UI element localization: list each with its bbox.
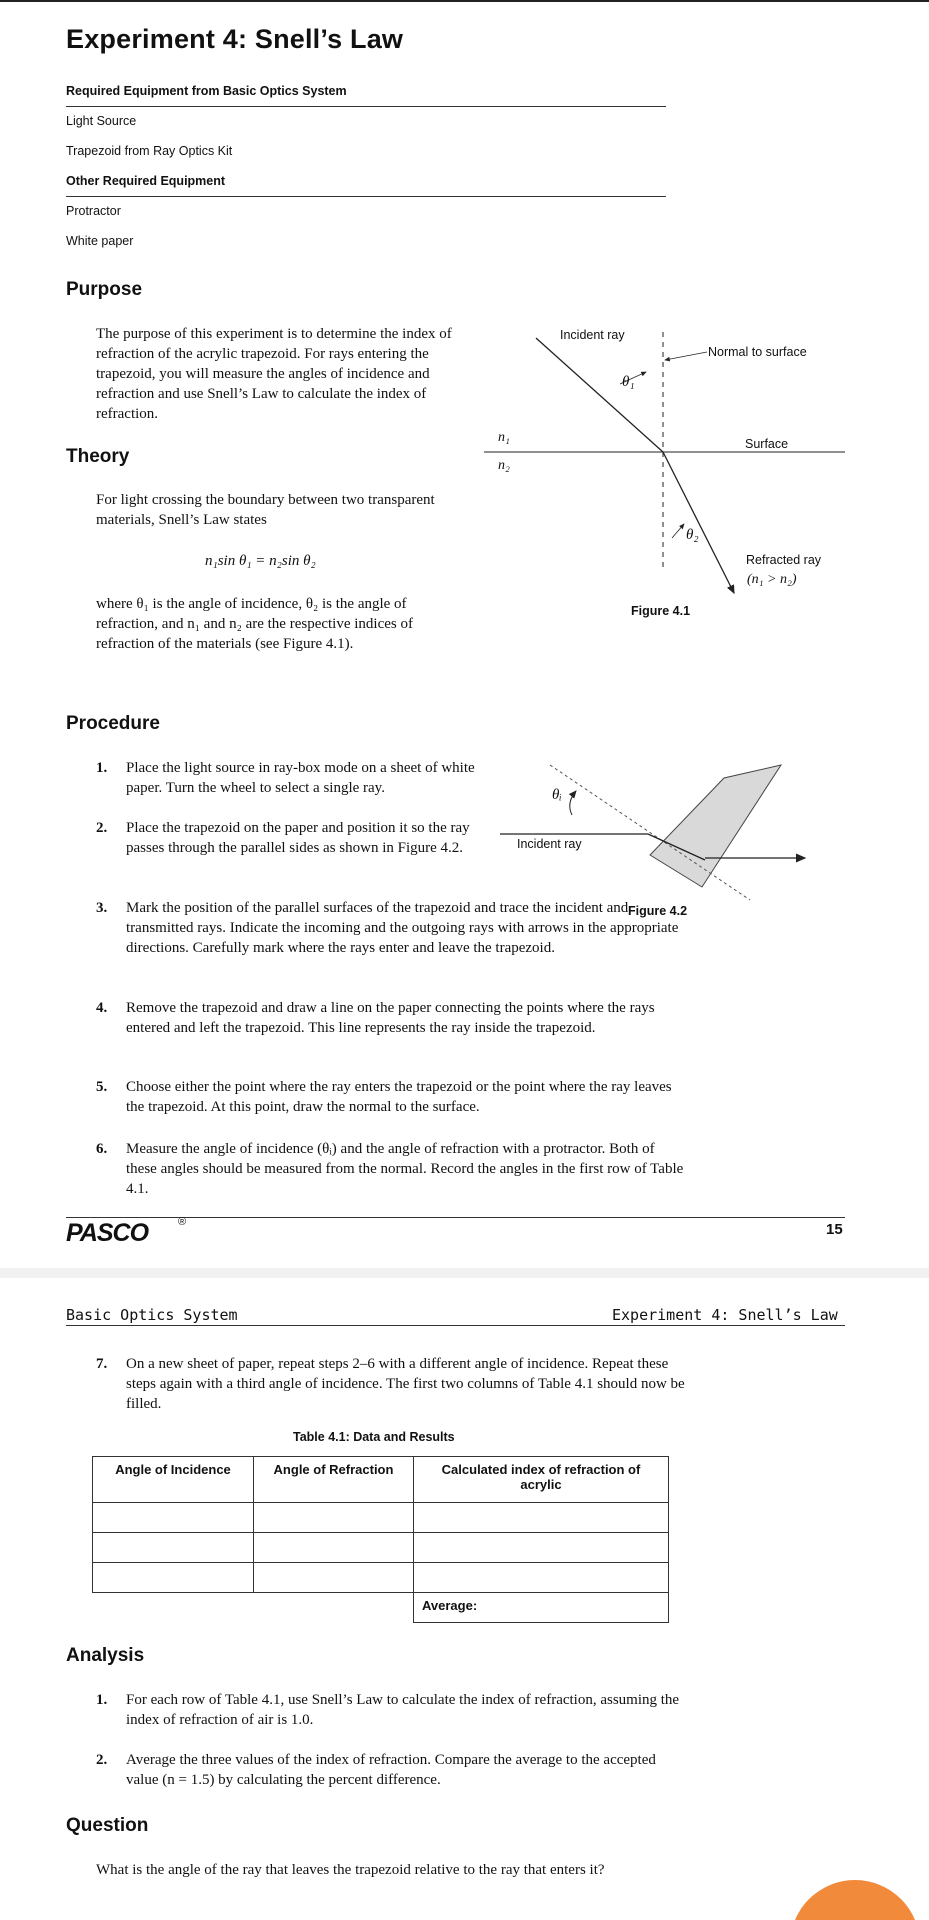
surface-label: Surface	[745, 437, 789, 451]
trapezoid-shape	[650, 765, 781, 887]
table-header-row	[93, 1457, 669, 1503]
equipment-item: Trapezoid from Ray Optics Kit	[66, 144, 233, 158]
table-row	[93, 1563, 669, 1593]
step-text: Remove the trapezoid and draw a line on the paper connecting the points where the rays entered and left the trapezoid. This line represents the ray inside the trapezoid.	[126, 1000, 655, 1036]
other-equipment-heading: Other Required Equipment	[66, 174, 226, 188]
table-caption: Table 4.1: Data and Results	[293, 1430, 455, 1444]
step-number: 6.	[96, 1141, 108, 1157]
table-header-cell: Angle of Refraction	[254, 1457, 414, 1503]
floating-action-circle[interactable]	[790, 1880, 920, 1920]
step-text: Place the light source in ray-box mode on a sheet of white paper. Turn the wheel to select a single ray.	[126, 760, 475, 796]
normal-label: Normal to surface	[708, 345, 807, 359]
step-text: Mark the position of the parallel surfaces of the trapezoid and trace the incident and transmitted rays. Indicate the incoming and the outgoing rays with arrows in the appropriate directions. Carefully mark where the rays enter and leave the trapezoid.	[126, 900, 679, 956]
empty-cell	[93, 1593, 254, 1623]
step-number: 2.	[96, 820, 108, 836]
analysis-heading: Analysis	[66, 1645, 145, 1666]
step-text: Place the trapezoid on the paper and position it so the ray passes through the parallel sides as shown in Figure 4.2.	[126, 820, 470, 856]
step-number: 5.	[96, 1079, 108, 1095]
step-number: 1.	[96, 760, 108, 776]
purpose-heading: Purpose	[66, 279, 143, 300]
table-cell[interactable]	[93, 1563, 254, 1593]
table-header-cell: Calculated index of refraction of acrylic	[414, 1457, 669, 1503]
step-text: Average the three values of the index of refraction. Compare the average to the accepted value (n = 1.5) by calculating the percent difference.	[126, 1752, 656, 1788]
step-number: 2.	[96, 1752, 108, 1768]
running-header-right: Experiment 4: Snell’s Law	[612, 1306, 838, 1324]
refracted-condition-label: (n₁ > n₂)	[747, 572, 797, 587]
figure-4-1-caption: Figure 4.1	[631, 604, 691, 618]
page-title: Experiment 4: Snell’s Law	[66, 24, 404, 54]
theta2-label: θ₂	[686, 527, 699, 543]
pasco-logo: PASCO	[66, 1219, 149, 1247]
average-cell[interactable]: Average:	[414, 1593, 669, 1623]
refracted-ray-label: Refracted ray	[746, 553, 822, 567]
normal-pointer	[665, 352, 707, 360]
procedure-heading: Procedure	[66, 713, 160, 734]
empty-cell	[254, 1593, 414, 1623]
figure-4-2-diagram	[500, 755, 820, 905]
figure-4-2-caption: Figure 4.2	[628, 904, 688, 918]
theta1-label: θ₁	[622, 374, 635, 390]
step-number: 4.	[96, 1000, 108, 1016]
theta2-pointer	[672, 524, 684, 538]
step-number: 1.	[96, 1692, 108, 1708]
incident-ray-label: Incident ray	[560, 328, 625, 342]
n1-label: n₁	[498, 430, 510, 445]
n2-label: n₂	[498, 458, 510, 473]
divider	[66, 106, 666, 107]
table-cell[interactable]	[254, 1563, 414, 1593]
step-text: Measure the angle of incidence (θᵢ) and the angle of refraction with a protractor. Both of these angles should be measured from the normal. Record the angles in the first row of Table 4.1.	[126, 1141, 684, 1197]
step-text: Choose either the point where the ray enters the trapezoid or the point where the ray leaves the trapezoid. At this point, draw the normal to the surface.	[126, 1079, 672, 1115]
equipment-item: White paper	[66, 234, 134, 248]
theta-i-label: θᵢ	[552, 787, 562, 803]
equipment-item: Protractor	[66, 204, 121, 218]
question-heading: Question	[66, 1815, 149, 1836]
table-row	[93, 1533, 669, 1563]
table-cell[interactable]	[414, 1503, 669, 1533]
step-number: 3.	[96, 900, 108, 916]
table-cell[interactable]	[93, 1533, 254, 1563]
table-cell[interactable]	[414, 1563, 669, 1593]
incident-ray-line	[536, 338, 663, 452]
table-average-row	[93, 1593, 669, 1623]
page-gap	[0, 1268, 929, 1278]
step-text: On a new sheet of paper, repeat steps 2–6 with a different angle of incidence. Repeat these steps again with a third angle of incidence. The first two columns of Table 4.1 should now be filled.	[126, 1356, 685, 1412]
data-table	[92, 1456, 669, 1623]
table-header-cell: Angle of Incidence	[93, 1457, 254, 1503]
theory-heading: Theory	[66, 446, 130, 467]
equipment-item: Light Source	[66, 114, 137, 128]
divider	[66, 196, 666, 197]
table-cell[interactable]	[254, 1533, 414, 1563]
theory-intro: For light crossing the boundary between two transparent materials, Snell’s Law states	[96, 492, 435, 528]
angle-arc	[570, 791, 576, 815]
running-header-left: Basic Optics System	[66, 1306, 238, 1324]
required-equipment-heading: Required Equipment from Basic Optics System	[66, 84, 347, 98]
purpose-text: The purpose of this experiment is to determine the index of refraction of the acrylic trapezoid. For rays entering the trapezoid, you will measure the angles of incidence and refraction and use Snell’s Law to calculate the index of refraction.	[96, 326, 452, 422]
page-number: 15	[826, 1221, 843, 1238]
step-number: 7.	[96, 1356, 108, 1372]
incident-ray-label: Incident ray	[517, 837, 582, 851]
table-cell[interactable]	[93, 1503, 254, 1533]
theory-explanation: where θ₁ is the angle of incidence, θ₂ is the angle of refraction, and n₁ and n₂ are the respective indices of refraction of the materials (see Figure 4.1).	[96, 596, 413, 652]
table-cell[interactable]	[254, 1503, 414, 1533]
snells-law-equation: n₁sin θ₁ = n₂sin θ₂	[205, 553, 316, 569]
table-cell[interactable]	[414, 1533, 669, 1563]
table-row	[93, 1503, 669, 1533]
registered-mark: ®	[178, 1216, 187, 1228]
top-border	[0, 0, 929, 2]
step-text: For each row of Table 4.1, use Snell’s Law to calculate the index of refraction, assuming the index of refraction of air is 1.0.	[126, 1692, 680, 1728]
refracted-ray-line	[663, 452, 734, 593]
question-text: What is the angle of the ray that leaves the trapezoid relative to the ray that enters it?	[96, 1862, 605, 1878]
header-rule	[66, 1325, 845, 1326]
